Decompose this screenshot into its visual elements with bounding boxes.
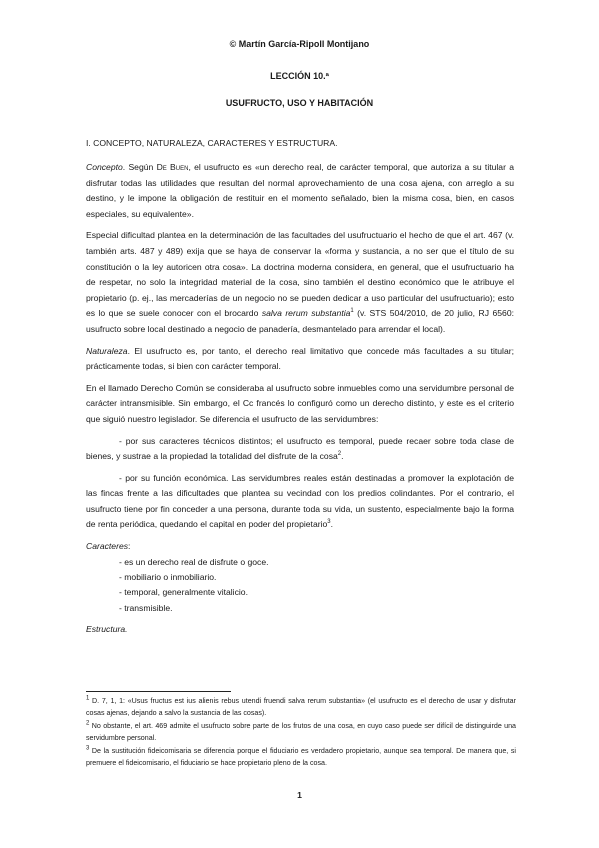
footnotes bbox=[86, 695, 516, 770]
footnote-ref: 2 bbox=[337, 451, 342, 458]
list-item: - temporal, generalmente vitalicio. bbox=[119, 587, 248, 598]
footnote bbox=[86, 720, 516, 744]
text-span: : bbox=[128, 541, 131, 552]
text-span: . Según bbox=[122, 162, 157, 172]
footnote-text: De la sustitución fideicomisaria se diferencia porque el fiduciario es verdadero propietario, aunque sea temporal. De manera que, si premuere el fideicomisario, el fiduciario se hace propietario pleno de la cosa. bbox=[86, 747, 516, 767]
text-span: - por sus caracteres técnicos distintos; el usufructo es temporal, puede recaer sobre toda clase de bienes, y sustrae a la propiedad la totalidad del disfrute de la cosa bbox=[86, 435, 514, 462]
text-span: Especial dificultad plantea en la determinación de las facultades del usufructuario el hecho de que el art. 467 (v. también arts. 487 y 489) exija que se haya de conservar la «forma y sustancia, a no ser que el título de su constitución o la ley autoricen otra cosa». La doctrina moderna considera, en general, que el usufructuario ha de respetar, no solo la integridad material de la cosa, sino también el destino económico que le atribuye el propietario (p. ej., las mercaderías de un negocio no se pueden dedicar a uso particular del usufructuario); esto es lo que se suele conocer con el brocardo bbox=[86, 230, 514, 319]
text-span: . bbox=[125, 624, 128, 635]
author-name: De Buen bbox=[156, 162, 189, 172]
footnote-number: 2 bbox=[86, 720, 90, 727]
latin-phrase: salva rerum substantia bbox=[261, 308, 351, 319]
list-item: - mobiliario o inmobiliario. bbox=[119, 572, 217, 583]
text-span: . El usufructo es, por tanto, el derecho real limitativo que concede más facultades a su titular; prácticamente todas, si bien con carácter temporal. bbox=[86, 345, 514, 372]
author-header: © Martín García-Ripoll Montijano bbox=[229, 39, 370, 49]
text-span: (v. STS 504/2010, de 20 julio, RJ 6560: usufructo sobre local destinado a negocio de panadería, desmantelado para arrendar el local). bbox=[86, 308, 514, 334]
footnote-number: 1 bbox=[86, 695, 90, 702]
label-estructura: Estructura bbox=[86, 624, 126, 635]
section-title: I. CONCEPTO, NATURALEZA, CARACTERES Y ESTRUCTURA. bbox=[86, 138, 338, 148]
text-span: . bbox=[330, 519, 334, 530]
label-caracteres: Caracteres bbox=[86, 541, 129, 552]
caracteres-list bbox=[119, 555, 514, 617]
footnote-text: D. 7, 1, 1: «Usus fructus est ius alienis rebus utendi fruendi salva rerum substantia» (el usufructo es el derecho de usar y disfrutar cosas ajenas, dejando a salvo la sustancia de las cosas). bbox=[86, 697, 516, 717]
footnote bbox=[86, 695, 516, 719]
lesson-topic: USUFRUCTO, USO Y HABITACIÓN bbox=[225, 98, 374, 108]
text-span: En el llamado Derecho Común se consideraba al usufructo sobre inmuebles como una servidumbre personal de carácter intransmisible. Sin embargo, el Cc francés lo configuró como un derecho distinto, y este es el criterio que siguió nuestro legislador. Se diferencia el usufructo de las servidumbres: bbox=[86, 382, 514, 424]
paragraph-derecho-comun bbox=[86, 381, 514, 428]
footnote-separator bbox=[86, 691, 231, 692]
footnote-ref: 1 bbox=[350, 308, 354, 315]
footnote-number: 3 bbox=[86, 745, 90, 752]
footnote bbox=[86, 745, 516, 769]
text-span: , el usufructo es «un derecho real, de carácter temporal, que autoriza a su titular a disfrutar todas las utilidades que resultan del normal aprovechamiento de una cosa ajena, con arreglo a su destino, y le impone la obligación de restituir en el momento señalado, bien la misma cosa, bien, en casos especiales, su equivalente». bbox=[86, 162, 514, 219]
caracteres-heading bbox=[86, 539, 514, 555]
paragraph-forma-sustancia bbox=[86, 228, 514, 337]
text-span: - por su función económica. Las servidumbres reales están destinadas a promover la explotación de las fincas frente a las dificultades que plantea su vecindad con los predios colindantes. Por el contrario, el usufructo tiene por fin conceder a una persona, durante toda su vida, un sustento, especialmente bajo la forma de renta periódica, quedando el capital en poder del propietario bbox=[86, 472, 514, 530]
list-item: - transmisible. bbox=[119, 602, 173, 613]
lesson-number: LECCIÓN 10.ª bbox=[270, 71, 329, 81]
paragraph-funcion-economica bbox=[86, 471, 514, 533]
paragraph-naturaleza bbox=[86, 344, 514, 375]
estructura-heading bbox=[86, 622, 514, 638]
label-naturaleza: Naturaleza bbox=[86, 345, 128, 356]
label-concepto: Concepto bbox=[86, 162, 123, 172]
list-item: - es un derecho real de disfrute o goce. bbox=[119, 556, 269, 567]
text-span: . bbox=[341, 451, 344, 462]
footnote-ref: 3 bbox=[327, 519, 331, 526]
page-number: 1 bbox=[297, 790, 302, 800]
body-text bbox=[86, 160, 514, 644]
paragraph-concepto bbox=[86, 160, 514, 222]
paragraph-caracteres-tecnicos bbox=[86, 434, 514, 465]
footnote-text: No obstante, el art. 469 admite el usufructo sobre parte de los frutos de una cosa, en cuyo caso puede ser difícil de distinguirde una servidumbre personal. bbox=[86, 722, 516, 742]
